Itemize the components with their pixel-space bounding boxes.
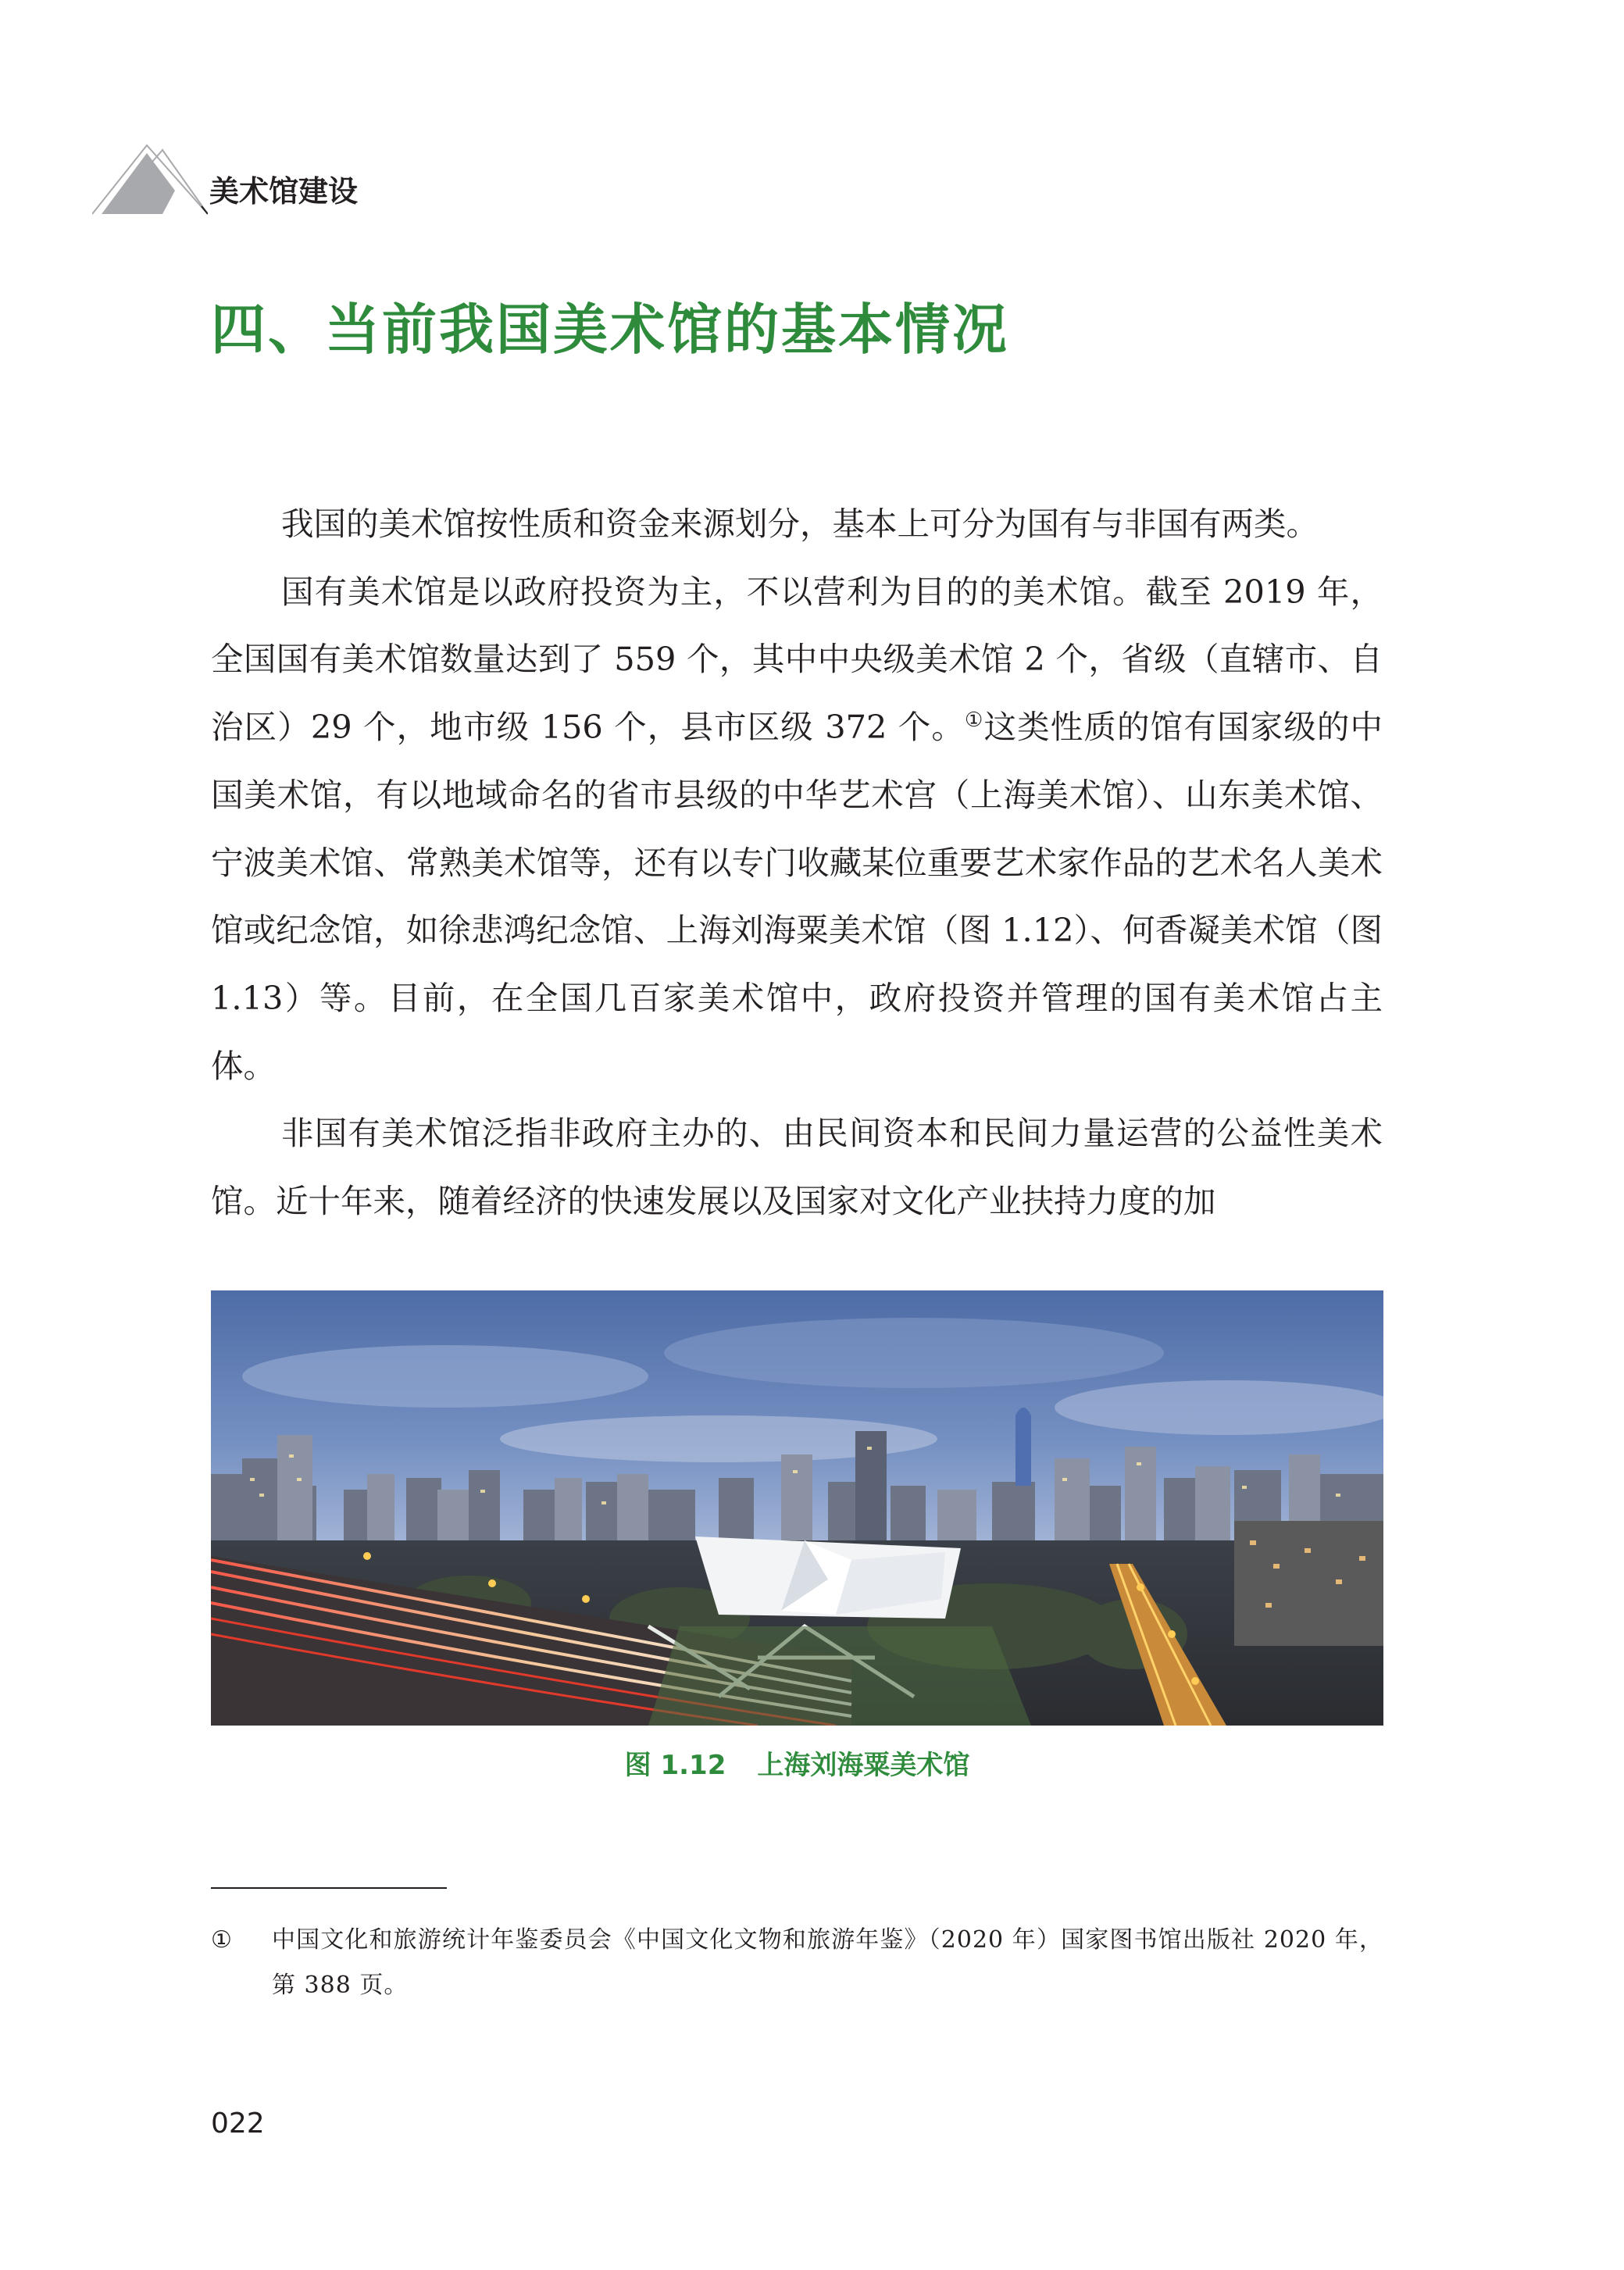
footnote-reference[interactable]: ① [965,708,984,733]
figure-caption-text: 上海刘海粟美术馆 [757,1750,970,1781]
paragraph-1: 我国的美术馆按性质和资金来源划分，基本上可分为国有与非国有两类。 [281,505,1319,543]
running-header-title: 美术馆建设 [209,174,359,209]
figure-number: 图 1.12 [624,1750,726,1781]
footnote-marker: ① [211,1926,232,1954]
mountain-logo-icon [92,142,208,217]
museum-photo [211,1290,1383,1726]
footnote [211,1918,1383,2008]
paragraph-3: 非国有美术馆泛指非政府主办的、由民间资本和民间力量运营的公益性美术馆。近十年来，随着经济的快速发展以及国家对文化产业扶持力度的加 [211,1114,1383,1221]
paragraph-2-part-2: 这类性质的馆有国家级的中国美术馆，有以地域命名的省市县级的中华艺术宫（上海美术馆）、山东美术馆、宁波美术馆、常熟美术馆等，还有以专门收藏某位重要艺术家作品的艺术名人美术馆或纪念馆，如徐悲鸿纪念馆、上海刘海粟美术馆（图 1.12）、何香凝美术馆（图 1.13）等。目前，在全国几百家美术馆中，政府投资并管理的国有美术馆占主体。 [211,708,1383,1085]
section-title: 四、当前我国美术馆的基本情况 [211,297,1009,362]
figure-caption [211,1744,1383,1782]
paragraph-2 [211,559,1383,1101]
footnote-text: 中国文化和旅游统计年鉴委员会《中国文化文物和旅游年鉴》（2020 年）国家图书馆出版社 2020 年，第 388 页。 [272,1926,1383,1999]
footnote-divider [211,1887,447,1889]
paragraph-2-part-1: 国有美术馆是以政府投资为主，不以营利为目的的美术馆。截至 2019 年，全国国有美术馆数量达到了 559 个，其中中央级美术馆 2 个，省级（直辖市、自治区）29 个，地市级 156 个，县市区级 372 个。 [211,572,1383,747]
page-number: 022 [211,2108,265,2140]
body-text [211,491,1383,1236]
